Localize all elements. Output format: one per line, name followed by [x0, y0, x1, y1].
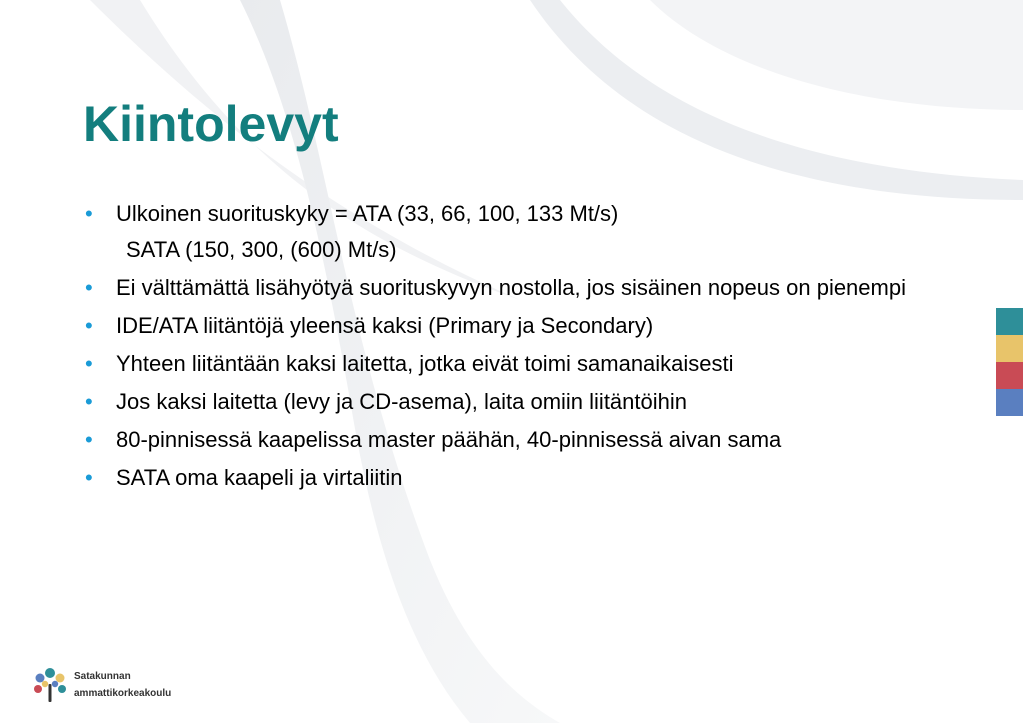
bullet-text: Yhteen liitäntään kaksi laitetta, jotka eivät toimi samanaikaisesti [116, 351, 734, 376]
bullet-text: SATA (150, 300, (600) Mt/s) [126, 237, 397, 262]
bullet-text: Ulkoinen suorituskyky = ATA (33, 66, 100, 133 Mt/s) [116, 201, 619, 226]
bullet-marker: • [85, 201, 93, 226]
color-blocks [996, 308, 1023, 416]
bullet-text: Ei välttämättä lisähyötyä suorituskyvyn nostolla, jos sisäinen nopeus on pienempi [116, 275, 906, 300]
bullet-item-continuation [85, 236, 945, 264]
bullet-marker: • [85, 351, 93, 376]
logo [32, 667, 171, 703]
bullet-text: IDE/ATA liitäntöjä yleensä kaksi (Primary ja Secondary) [116, 313, 654, 338]
color-block-blue [996, 389, 1023, 416]
color-block-red [996, 362, 1023, 389]
tree-icon [32, 667, 68, 703]
bullet-item [85, 274, 945, 302]
color-block-yellow [996, 335, 1023, 362]
bullet-item [85, 464, 945, 492]
slide-title: Kiintolevyt [83, 96, 339, 152]
bullet-text: Jos kaksi laitetta (levy ja CD-asema), laita omiin liitäntöihin [116, 389, 687, 414]
bullet-item [85, 200, 945, 228]
bullet-marker: • [85, 389, 93, 414]
bullet-marker: • [85, 275, 93, 300]
bullet-marker: • [85, 427, 93, 452]
bullet-item [85, 388, 945, 416]
bullet-marker: • [85, 465, 93, 490]
bullet-item [85, 426, 945, 454]
bullet-item [85, 312, 945, 340]
logo-text [74, 668, 171, 702]
bullet-marker: • [85, 313, 93, 338]
bullet-text: SATA oma kaapeli ja virtaliitin [116, 465, 403, 490]
logo-line-2: ammattikorkeakoulu [74, 688, 172, 699]
bullet-item [85, 350, 945, 378]
bullet-text: 80-pinnisessä kaapelissa master päähän, 40-pinnisessä aivan sama [116, 427, 782, 452]
logo-line-1: Satakunnan [74, 671, 131, 682]
color-block-teal [996, 308, 1023, 335]
bullet-list [85, 200, 945, 502]
